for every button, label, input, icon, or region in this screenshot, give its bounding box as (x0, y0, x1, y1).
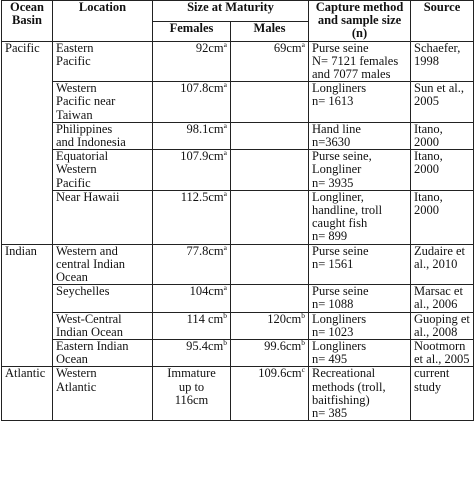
table-row (2, 122, 474, 149)
capture-method-cell: Purse seine n= 1561 (309, 244, 411, 285)
footnote-marker: b (301, 310, 305, 320)
males-size-cell (231, 285, 309, 312)
footnote-marker: a (223, 120, 227, 130)
males-size-cell: $109.6cm^c$ (231, 367, 309, 421)
males-size-cell: $69cm^a$ (231, 41, 309, 82)
table-row (2, 367, 474, 421)
females-size-cell: $112.5cm^a$ (153, 190, 231, 244)
males-size-cell (231, 122, 309, 149)
table-row (2, 150, 474, 191)
footnote-marker: a (223, 283, 227, 293)
header-ocean-basin: Ocean Basin (2, 1, 53, 42)
footnote-marker: a (223, 242, 227, 252)
table-row (2, 285, 474, 312)
capture-method-cell: Purse seine, Longliner n= 3935 (309, 150, 411, 191)
footnote-marker: a (223, 39, 227, 49)
source-cell: Zudaire et al., 2010 (411, 244, 474, 285)
location-cell: Near Hawaii (53, 190, 153, 244)
footnote-marker: b (301, 337, 305, 347)
header-males: Males (231, 22, 309, 41)
ocean-basin-cell: Atlantic (2, 367, 53, 421)
location-cell: Equatorial Western Pacific (53, 150, 153, 191)
ocean-basin-cell: Indian (2, 244, 53, 367)
table-row (2, 190, 474, 244)
males-size-cell: $99.6cm^b$ (231, 340, 309, 367)
location-cell: West-Central Indian Ocean (53, 312, 153, 339)
capture-method-cell: Longliners n= 1023 (309, 312, 411, 339)
source-cell: Marsac et al., 2006 (411, 285, 474, 312)
footnote-marker: a (301, 39, 305, 49)
capture-method-cell: Longliners n= 495 (309, 340, 411, 367)
males-size-cell (231, 82, 309, 123)
males-size-cell (231, 150, 309, 191)
footnote-marker: b (223, 310, 227, 320)
footnote-marker: b (223, 337, 227, 347)
location-cell: Western Atlantic (53, 367, 153, 421)
capture-method-cell: Hand line n=3630 (309, 122, 411, 149)
capture-method-cell: Longliners n= 1613 (309, 82, 411, 123)
footnote-marker: a (223, 80, 227, 90)
table-row (2, 340, 474, 367)
header-source: Source (411, 1, 474, 42)
capture-method-cell: Purse seine N= 7121 females and 7077 males (309, 41, 411, 82)
females-size-cell: $107.8cm^a$ (153, 82, 231, 123)
maturity-table (1, 0, 474, 421)
location-cell: Western Pacific near Taiwan (53, 82, 153, 123)
source-cell: Nootmorn et al., 2005 (411, 340, 474, 367)
table-row (2, 82, 474, 123)
females-size-cell: $92cm^a$ (153, 41, 231, 82)
females-size-cell: $77.8cm^a$ (153, 244, 231, 285)
table-row (2, 41, 474, 82)
females-size-cell: $95.4cm^b$ (153, 340, 231, 367)
females-size-cell: Immature up to 116cm (153, 367, 231, 421)
source-cell: Sun et al., 2005 (411, 82, 474, 123)
capture-method-cell: Recreational methods (troll, baitfishing) n= 385 (309, 367, 411, 421)
females-size-cell: $107.9cm^a$ (153, 150, 231, 191)
location-cell: Eastern Pacific (53, 41, 153, 82)
source-cell: Schaefer, 1998 (411, 41, 474, 82)
males-size-cell (231, 190, 309, 244)
source-cell: Guoping et al., 2008 (411, 312, 474, 339)
header-females: Females (153, 22, 231, 41)
ocean-basin-cell: Pacific (2, 41, 53, 244)
header-capture-method: Capture method and sample size (n) (309, 1, 411, 42)
location-cell: Western and central Indian Ocean (53, 244, 153, 285)
location-cell: Philippines and Indonesia (53, 122, 153, 149)
footnote-marker: a (223, 148, 227, 158)
capture-method-cell: Purse seine n= 1088 (309, 285, 411, 312)
females-size-cell: $98.1cm^a$ (153, 122, 231, 149)
males-size-cell: $120cm^b$ (231, 312, 309, 339)
header-size-at-maturity: Size at Maturity (153, 1, 309, 22)
table-row (2, 312, 474, 339)
source-cell: Itano, 2000 (411, 122, 474, 149)
capture-method-cell: Longliner, handline, troll caught fish n= 899 (309, 190, 411, 244)
footnote-marker: a (223, 188, 227, 198)
source-cell: current study (411, 367, 474, 421)
females-size-cell: $104cm^a$ (153, 285, 231, 312)
source-cell: Itano, 2000 (411, 150, 474, 191)
females-size-cell: 114 $cm^b$ (153, 312, 231, 339)
location-cell: Eastern Indian Ocean (53, 340, 153, 367)
footnote-marker: c (301, 365, 305, 375)
location-cell: Seychelles (53, 285, 153, 312)
header-location: Location (53, 1, 153, 42)
males-size-cell (231, 244, 309, 285)
source-cell: Itano, 2000 (411, 190, 474, 244)
table-row (2, 244, 474, 285)
